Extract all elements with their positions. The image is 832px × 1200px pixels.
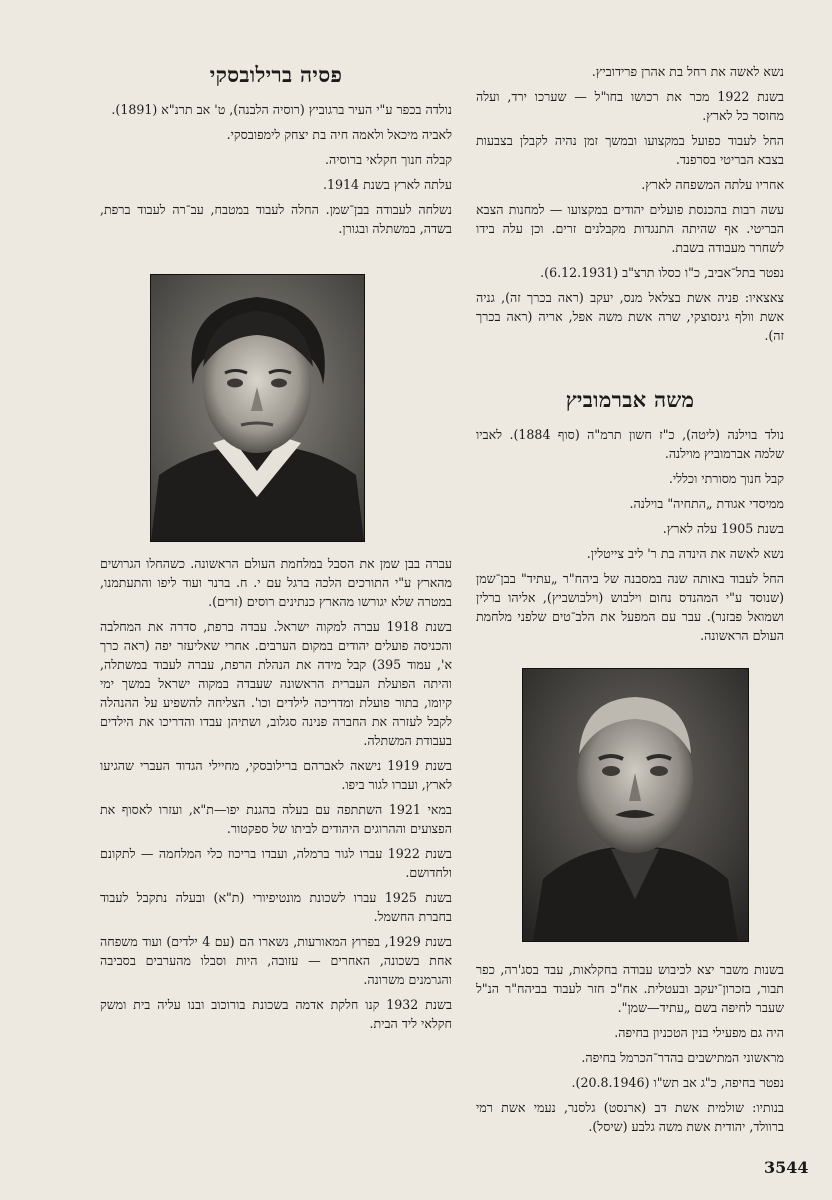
entry-heading-moshe-abramovich: משה אברמוביץ — [565, 387, 695, 412]
paragraph: בשנת 1922 עברו לגור ברמלה, ועבדו בריכוז כלי המלחמה — לתקונם ולחדושם. — [100, 846, 452, 880]
portrait-photo-moshe-abramovich — [522, 668, 749, 942]
paragraph: בשנות משבר יצא לכיבוש עבודה בחקלאות, עבד בסג'רה, כפר תבור, בזכרון־יעקב ובעטלית. אח"כ חזר לעבוד בביהח"ר הנ"ל שעבר לחיפה בשם „עתיד—שמן". — [476, 962, 784, 1015]
paragraph: היה גם מפעילי בנין הטכניון בחיפה. — [614, 1025, 784, 1040]
paragraph: נולדה בכפר ע"י העיר ברגוביץ (רוסיה הלבנה), ט' אב תרנ"א (1891). — [111, 102, 452, 117]
left-column — [100, 62, 452, 244]
paragraph: קבל חנוך מסורתי וכללי. — [668, 471, 784, 486]
paragraph: בשנת 1918 עברה למקוה ישראל. עבדה ברפת, סדרה את המחלבה והכניסה פועלים יהודים במקום הערבים. אחרי שאליעזר יפה (ראה כרך א', עמוד 395) קבל מידה את הנהלת הרפת, עברה לעבוד במשתלה, והיתה הפועלת העברית הראשונה שעבדה במקוה ישראל במשך ימי קיומו, בתור פועלת ומדריכה לילדים וכו'. הצליחה להשפיע על ההנהלה לקבל לעזרה את החברה פנינה סגלוב, ושתיהן עבדו והדריכו את הילדים בעבודת המשתלה. — [100, 619, 453, 748]
paragraph: מראשוני המתישבים בהדר־הכרמל בחיפה. — [581, 1050, 784, 1065]
portrait-photo-pesia-brilovsky — [150, 274, 365, 542]
paragraph: בשנת 1925 עברו לשכונת מונטיפיורי (ת"א) ובעלה נתקבל לעבוד בחברת החשמל. — [100, 890, 453, 924]
paragraph: נשא לאשה את רחל בת אהרן פרידוביץ. — [591, 64, 784, 79]
paragraph: עלתה לארץ בשנת 1914. — [323, 177, 452, 192]
paragraph: בשנת 1919 נישאה לאברהם ברילובסקי, מחיילי הגדוד העברי שהגיעו לארץ, ועברו לגור ביפו. — [100, 758, 453, 792]
paragraph: נפטר בתל־אביב, כ"ו כסלו תרצ"ב (6.12.1931). — [540, 265, 784, 280]
paragraph: ממיסדי אגודת „התחיה" בוילנה. — [629, 496, 784, 511]
paragraph: החל לעבוד כפועל במקצועו ובמשך זמן נהיה לקבלן בצבעות בצבא הבריטי בסרפנד. — [476, 133, 784, 167]
page-number: 3544 — [764, 1158, 809, 1177]
paragraph: בשנת 1922 מכר את רכושו בחו"ל — שערכו ירד, ועלה מחוסר כל לארץ. — [476, 89, 784, 123]
entry-bio — [476, 425, 784, 645]
left-column-bottom — [100, 554, 452, 1039]
paragraph: נשלחה לעבודה בבן־שמן. החלה לעבוד במטבח, עב־רה לעבוד ברפת, בשדה, במשתלה ובגורן. — [100, 202, 452, 236]
paragraph: קבלה חנוך חקלאי ברוסיה. — [324, 152, 452, 167]
paragraph: החל לעבוד באותה שנה במסבנה של ביהח"ר „עתיד" בבן־שמן (שנוסד ע"י המהנדס נחום וילבוש (וילבושביץ), אליהו ברלין ושמואל פבזנר). עבר עם המפעל את הלב־טים שלפני מלחמת העולם הראשונה. — [476, 571, 784, 643]
previous-entry-continuation — [476, 62, 784, 345]
paragraph: במאי 1921 השתתפה עם בעלה בהגנת יפו—ת"א, ועזרו לאסוף את הפצועים וההרוגים היהודים לביתו של ספקטור. — [100, 802, 452, 836]
paragraph: אחריו עלתה המשפחה לארץ. — [641, 177, 784, 192]
paragraph: נולד בוילנה (ליטה), כ"ז חשון תרמ"ה (סוף 1884). לאביו שלמה אברמוביץ מוילנה. — [476, 427, 784, 461]
right-column — [476, 62, 784, 651]
paragraph: לאביה מיכאל ולאמה חיה בת יצחק לימפובסקי. — [226, 127, 452, 142]
paragraph: צאצאיו: פניה אשת בצלאל מנס, יעקב (ראה בכרך זה), גניה אשת וולף גינסוצקי, שרה אשת משה אפל, אריה (ראה בכרך זה). — [476, 290, 784, 343]
entry-heading-pesia-brilovsky: פסיה ברילובסקי — [209, 62, 343, 87]
paragraph: נפטר בחיפה, כ"ג אב תש"ו (20.8.1946). — [571, 1075, 784, 1090]
paragraph: בשנת 1932 קנו חלקת אדמה בשכונת בורוכוב ובנו עליה בית ומשק חקלאי ליד הבית. — [100, 997, 453, 1031]
paragraph: בשנת 1905 עלה לארץ. — [662, 521, 784, 536]
paragraph: עברה בבן שמן את הסבל במלחמת העולם הראשונה. כשהחלו הגרושים מהארץ ע"י התורכים הלכה ברגל עם י. ח. ברנר ועוד ליפו והתעתמנו, במטרה שלא יגורשו מהארץ כנתינים רוסים (זרים). — [100, 556, 452, 609]
paragraph: נשא לאשה את הינדה בת ר' ליב צייטלין. — [586, 546, 784, 561]
paragraph: בשנת 1929, בפרוץ המאורעות, נשארו הם (עם 4 ילדים) ועוד משפחה אחת בשכונה, האחרים — עזובה, היות וסבלו מהערבים בסביבה והגרמנים משרונה. — [100, 934, 452, 987]
right-column-bottom — [476, 960, 784, 1142]
paragraph: בנותיו: שולמית אשת דב (ארנסט) גלסנר, נעמי אשת רמי ברוולד, יהודית אשת משה גלבע (שיסל). — [476, 1100, 784, 1134]
paragraph: עשה רבות בהכנסת פועלים יהודים במקצועו — למחנות הצבא הבריטי. אף שהיתה התנגדות מקבלנים זרים. וכן עלה בידו לשחרר מעבודה בשבת. — [476, 202, 784, 255]
